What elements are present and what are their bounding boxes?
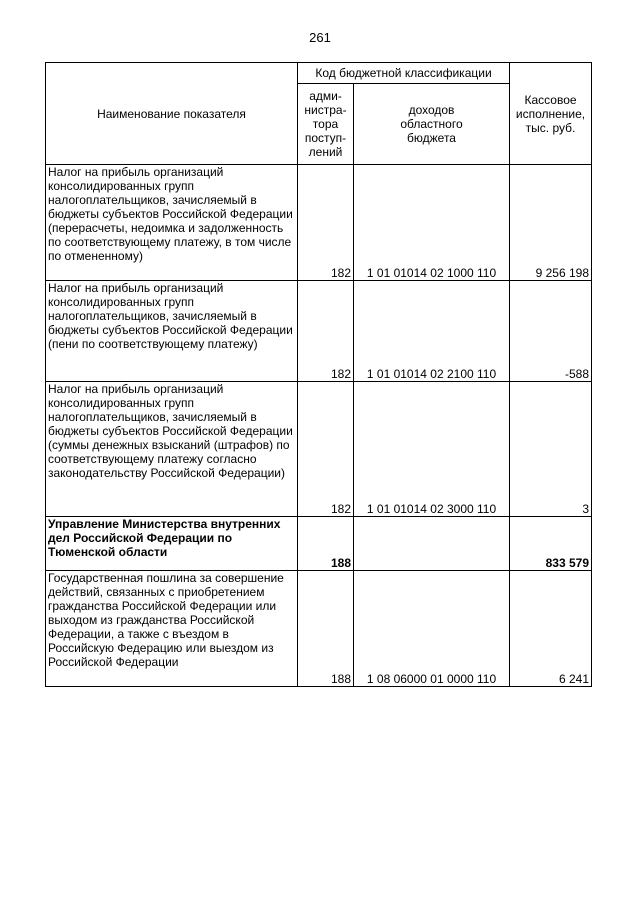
row-admin-code: 182 — [298, 281, 354, 382]
row-amount: -588 — [510, 281, 592, 382]
row-admin-code: 182 — [298, 382, 354, 517]
header-revenue-administrator: адми- нистра- тора поступ- лений — [298, 84, 354, 165]
row-name: Управление Министерства внутренних дел Российской Федерации по Тюменской области — [46, 517, 298, 571]
row-admin-code: 188 — [298, 571, 354, 687]
header-regional-revenue-code: доходов областного бюджета — [354, 84, 510, 165]
row-name: Налог на прибыль организаций консолидированных групп налогоплательщиков, зачисляемый в бюджеты субъектов Российской Федерации (пени по соответствующему платежу) — [46, 281, 298, 382]
budget-table — [45, 62, 592, 687]
row-amount: 833 579 — [510, 517, 592, 571]
row-admin-code: 188 — [298, 517, 354, 571]
table-row — [46, 517, 592, 571]
row-budget-code: 1 08 06000 01 0000 110 — [354, 571, 510, 687]
row-budget-code: 1 01 01014 02 1000 110 — [354, 165, 510, 281]
row-amount: 9 256 198 — [510, 165, 592, 281]
row-name: Налог на прибыль организаций консолидированных групп налогоплательщиков, зачисляемый в бюджеты субъектов Российской Федерации (суммы денежных взысканий (штрафов) по соответствующему платежу согласно законодательству Российской Федерации) — [46, 382, 298, 517]
row-name: Государственная пошлина за совершение действий, связанных с приобретением гражданства Российской Федерации или выходом из гражданства Российской Федерации, а также с въездом в Российскую Федерацию или выездом из Российской Федерации — [46, 571, 298, 687]
row-budget-code — [354, 517, 510, 571]
header-cash-execution: Кассовое исполнение, тыс. руб. — [510, 63, 592, 165]
row-name: Налог на прибыль организаций консолидированных групп налогоплательщиков, зачисляемый в бюджеты субъектов Российской Федерации (перерасчеты, недоимка и задолженность по соответствующему платежу, в том числе по отмененному) — [46, 165, 298, 281]
table-row — [46, 165, 592, 281]
table-row — [46, 281, 592, 382]
header-indicator-name: Наименование показателя — [46, 63, 298, 165]
row-amount: 3 — [510, 382, 592, 517]
page-number: 261 — [309, 30, 331, 45]
row-budget-code: 1 01 01014 02 3000 110 — [354, 382, 510, 517]
row-admin-code: 182 — [298, 165, 354, 281]
row-amount: 6 241 — [510, 571, 592, 687]
row-budget-code: 1 01 01014 02 2100 110 — [354, 281, 510, 382]
header-classification-code: Код бюджетной классификации — [298, 63, 510, 84]
table-row — [46, 382, 592, 517]
table-row — [46, 571, 592, 687]
